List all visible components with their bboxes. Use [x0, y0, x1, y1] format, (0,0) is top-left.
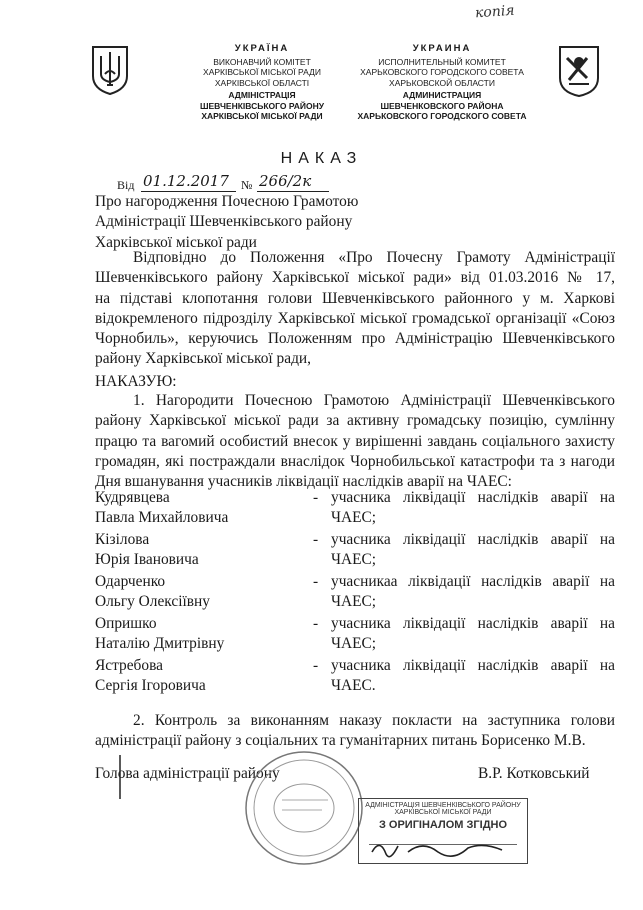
item2-line-2: адміністрації району з соціальних та гуманітарних питань Борисенко М.В.: [95, 732, 586, 750]
header-left-line3: ХАРКІВСЬКОЇ ОБЛАСТІ: [214, 77, 310, 88]
trident-emblem-icon: [90, 44, 130, 96]
header-right-adm3: ХАРЬКОВСКОГО ГОРОДСКОГО СОВЕТА: [357, 111, 527, 121]
header-left-adm1: АДМІНІСТРАЦІЯ: [228, 90, 296, 100]
awardee-desc-end: ЧАЕС;: [331, 509, 377, 526]
awardee-desc-end: ЧАЕС;: [331, 551, 377, 568]
item1-line-3: працю та вагомий особистий внесок у вирішенні завдань соціального захисту: [95, 432, 615, 450]
date-prefix: Від: [117, 178, 135, 192]
awardee-dash: -: [313, 531, 319, 548]
date-number-line: [117, 172, 337, 194]
header-left-country: УКРАЇНА: [234, 43, 290, 54]
list-item: [0, 572, 643, 614]
item1-line-1: 1. Нагородити Почесною Грамотою Адміністрації Шевченківського: [133, 392, 615, 409]
awardees-list: [0, 488, 643, 698]
header-right: [352, 44, 532, 122]
awardee-surname: Кудрявцева: [95, 489, 170, 506]
kharkiv-emblem-icon: [557, 44, 601, 98]
subject-line-2: Адміністрації Шевченківського району: [95, 213, 353, 231]
item-2: [95, 711, 615, 752]
awardee-desc: учасника ліквідації наслідків аварії на: [331, 531, 615, 548]
header-right-line2: ХАРЬКОВСКОГО ГОРОДСКОГО СОВЕТА: [360, 67, 524, 77]
header-right-adm2: ШЕВЧЕНКОВСКОГО РАЙОНА: [380, 100, 504, 111]
awardee-desc: учасника ліквідації наслідків аварії на: [331, 489, 615, 506]
intro-paragraph: [95, 248, 615, 370]
header-right-line1: ИСПОЛНИТЕЛЬНЫЙ КОМИТЕТ: [378, 56, 506, 67]
intro-line-5: Чорнобиль», керуючись Положенням про Адміністрацію Шевченківського: [95, 330, 615, 348]
intro-line-2: Шевченківського району Харківської міської ради» від 01.03.2016 № 17,: [95, 269, 615, 287]
awardee-surname: Кізілова: [95, 531, 150, 548]
item2-line-1: 2. Контроль за виконанням наказу покласти на заступника голови: [133, 712, 615, 729]
awardee-name: Юрія Івановича: [95, 551, 199, 568]
awardee-desc-end: ЧАЕС.: [331, 677, 376, 694]
stamp-line-2: ХАРКІВСЬКОЇ МІСЬКОЇ РАДИ: [394, 809, 492, 816]
awardee-name: Сергія Ігоровича: [95, 677, 206, 694]
item-1: [95, 391, 615, 492]
awardee-desc-end: ЧАЕС;: [331, 593, 377, 610]
intro-line-6: району Харківської міської ради,: [95, 350, 311, 368]
awardee-surname: Ястребова: [95, 657, 163, 674]
subject-line-1: Про нагородження Почесною Грамотою: [95, 193, 359, 210]
awardee-name: Ольгу Олексіївну: [95, 593, 210, 610]
number-prefix: №: [241, 178, 253, 192]
header-left-line1: ВИКОНАВЧИЙ КОМІТЕТ: [213, 56, 311, 67]
stamp-signature: [368, 832, 508, 866]
order-word: НАКАЗУЮ:: [95, 373, 177, 390]
header-right-adm1: АДМИНИСТРАЦИЯ: [402, 90, 482, 100]
awardee-name: Павла Михайловича: [95, 509, 229, 526]
awardee-desc: учасника ліквідації наслідків аварії на: [331, 615, 615, 632]
awardee-dash: -: [313, 489, 319, 506]
awardee-desc-end: ЧАЕС;: [331, 635, 377, 652]
signature-name: В.Р. Котковський: [478, 765, 590, 782]
document-title: НАКАЗ: [280, 150, 363, 167]
header-left-adm3: ХАРКІВСЬКОЇ МІСЬКОЇ РАДИ: [201, 111, 323, 121]
stamp-line-3: З ОРИГІНАЛОМ ЗГІДНО: [378, 819, 508, 831]
signature-title: Голова адміністрації району: [95, 765, 280, 782]
intro-line-4: відокремленого підрозділу Харківської міської громадської організації «Союз: [95, 309, 615, 327]
awardee-dash: -: [313, 615, 319, 632]
header-right-line3: ХАРЬКОВСКОЙ ОБЛАСТИ: [389, 77, 495, 88]
item1-line-2: району Харківської міської ради за активну громадську позицію, сумлінну: [95, 412, 615, 430]
list-item: [0, 656, 643, 698]
item1-line-5: Дня вшанування учасників ліквідації наслідків аварії на ЧАЕС:: [95, 473, 512, 491]
list-item: [0, 530, 643, 572]
list-item: [0, 614, 643, 656]
stamp-line-1: АДМІНІСТРАЦІЯ ШЕВЧЕНКІВСЬКОГО РАЙОНУ: [365, 802, 521, 809]
awardee-dash: -: [313, 657, 319, 674]
awardee-name: Наталію Дмитрівну: [95, 635, 225, 652]
date-value: 01.12.2017: [143, 172, 229, 190]
header-right-country: УКРАИНА: [412, 43, 472, 54]
awardee-surname: Опришко: [95, 615, 157, 632]
item1-line-4: громадян, які постраждали внаслідок Чорнобильської катастрофи та з нагоди: [95, 452, 615, 470]
intro-line-3: на підставі клопотання голови Шевченківського районного у м. Харкові: [95, 289, 615, 307]
header-left-line2: ХАРКІВСЬКОЇ МІСЬКОЇ РАДИ: [203, 67, 321, 77]
header-left: [182, 44, 342, 122]
awardee-desc: учасника ліквідації наслідків аварії на: [331, 657, 615, 674]
list-item: [0, 488, 643, 530]
intro-line-1: Відповідно до Положення «Про Почесну Грамоту Адміністрації: [133, 249, 615, 266]
header-left-adm2: ШЕВЧЕНКІВСЬКОГО РАЙОНУ: [199, 100, 325, 111]
awardee-desc: учасникаа ліквідації наслідків аварії на: [331, 573, 615, 590]
subject: [95, 192, 415, 253]
subject-line-3: Харківської міської ради: [95, 233, 257, 251]
signature-mark: [118, 755, 122, 799]
copy-note: копія: [474, 2, 516, 22]
awardee-dash: -: [313, 573, 319, 590]
number-value: 266/2к: [259, 172, 312, 190]
awardee-surname: Одарченко: [95, 573, 166, 590]
round-seal: [242, 748, 366, 868]
